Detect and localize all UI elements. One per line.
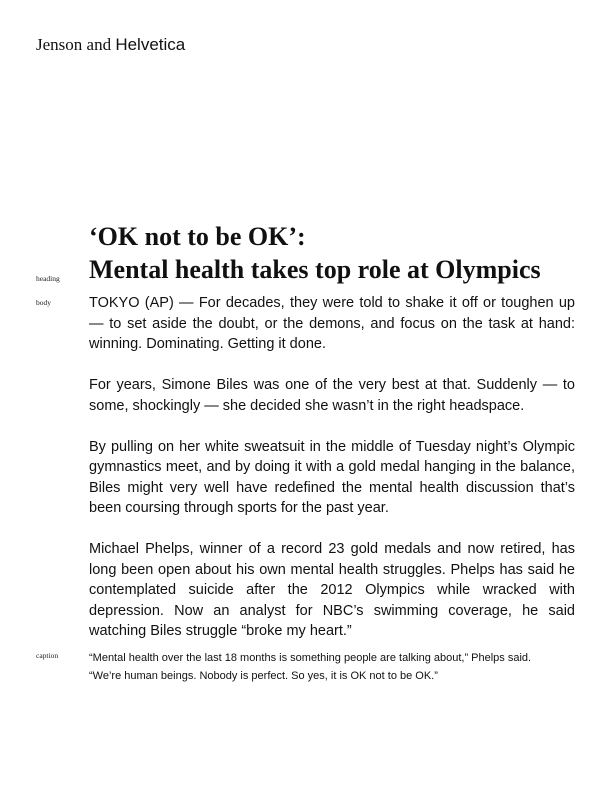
page-title-serif-part: Jenson and [36, 35, 112, 54]
page-title-sans-part: Helvetica [115, 35, 186, 54]
page-title [36, 35, 185, 55]
article-headline [89, 220, 599, 286]
body-label: body [36, 298, 51, 307]
body-paragraph: TOKYO (AP) — For decades, they were told to shake it off or toughen up — to set aside the doubt, or the demons, and focus on the task at hand: winning. Dominating. Getting it done. [89, 295, 575, 352]
headline-line-1: ‘OK not to be OK’: [89, 222, 306, 251]
photo-caption: “Mental health over the last 18 months is something people are talking about,” Phelps said. “We’re human beings. Nobody is perfect. So yes, it is OK not to be OK.” [89, 652, 532, 682]
heading-label: heading [36, 274, 60, 283]
caption-label: caption [36, 651, 59, 660]
article-body [89, 293, 575, 662]
body-paragraph: For years, Simone Biles was one of the very best at that. Suddenly — to some, shockingly — she decided she wasn’t in the right headspace. [89, 377, 575, 414]
body-paragraph: Michael Phelps, winner of a record 23 gold medals and now retired, has long been open about his own mental health struggles. Phelps has said he contemplated suicide after the 2012 Olympics while wracked with depression. Now an analyst for NBC’s swimming coverage, he said watching Biles struggle “broke my heart.” [89, 541, 575, 639]
headline-line-2: Mental health takes top role at Olympics [89, 255, 541, 284]
body-paragraph: By pulling on her white sweatsuit in the middle of Tuesday night’s Olympic gymnastics meet, and by doing it with a gold medal hanging in the balance, Biles might very well have redefined the mental health discussion that’s been coursing through sports for the past year. [89, 438, 575, 516]
